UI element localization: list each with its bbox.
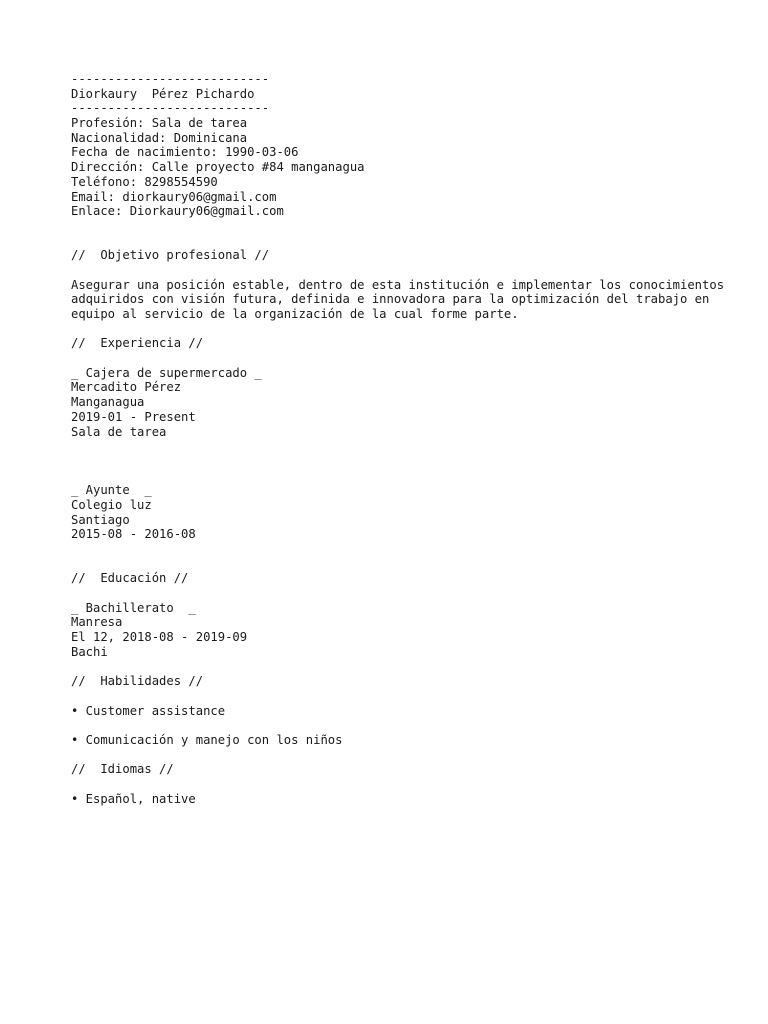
birthdate: Fecha de nacimiento: 1990-03-06 xyxy=(71,145,299,160)
experience-title: _ Ayunte _ xyxy=(71,483,152,498)
experience-item xyxy=(71,366,731,439)
skill-item: • Customer assistance xyxy=(71,703,226,718)
phone: Teléfono: 8298554590 xyxy=(71,174,218,189)
experience-title: _ Cajera de supermercado _ xyxy=(71,365,262,380)
experience-location: Santiago xyxy=(71,512,130,527)
experience-description: Sala de tarea xyxy=(71,424,167,439)
experience-item xyxy=(71,483,731,542)
objective-text: Asegurar una posición estable, dentro de esta institución e implementar los conocimientos adquiridos con visión futura, definida e innovadora para la optimización del trabajo en equipo al servicio de la organización de la cual forme parte. xyxy=(71,277,732,322)
experience-company: Colegio luz xyxy=(71,497,152,512)
objective-heading: // Objetivo profesional // xyxy=(71,248,270,263)
resume-document xyxy=(71,72,731,806)
address: Dirección: Calle proyecto #84 manganagua xyxy=(71,160,365,175)
experience-heading: // Experiencia // xyxy=(71,336,204,351)
full-name: Diorkaury Pérez Pichardo xyxy=(71,86,255,101)
education-dates: El 12, 2018-08 - 2019-09 xyxy=(71,630,248,645)
skill-item: • Comunicación y manejo con los niños xyxy=(71,732,343,747)
experience-company: Mercadito Pérez xyxy=(71,380,182,395)
education-institution: Manresa xyxy=(71,615,123,630)
name-rule-top: --------------------------- xyxy=(71,72,270,86)
language-item: • Español, native xyxy=(71,791,196,806)
languages-heading: // Idiomas // xyxy=(71,762,174,777)
education-title: _ Bachillerato _ xyxy=(71,600,196,615)
profession: Profesión: Sala de tarea xyxy=(71,116,248,131)
name-rule-bottom: --------------------------- xyxy=(71,101,270,116)
email: Email: diorkaury06@gmail.com xyxy=(71,189,277,204)
skills-heading: // Habilidades // xyxy=(71,674,204,689)
experience-location: Manganagua xyxy=(71,395,145,410)
experience-dates: 2019-01 - Present xyxy=(71,409,196,424)
link: Enlace: Diorkaury06@gmail.com xyxy=(71,204,284,219)
education-description: Bachi xyxy=(71,644,108,659)
experience-dates: 2015-08 - 2016-08 xyxy=(71,527,196,542)
nationality: Nacionalidad: Dominicana xyxy=(71,130,248,145)
education-item xyxy=(71,601,731,660)
education-heading: // Educación // xyxy=(71,571,189,586)
